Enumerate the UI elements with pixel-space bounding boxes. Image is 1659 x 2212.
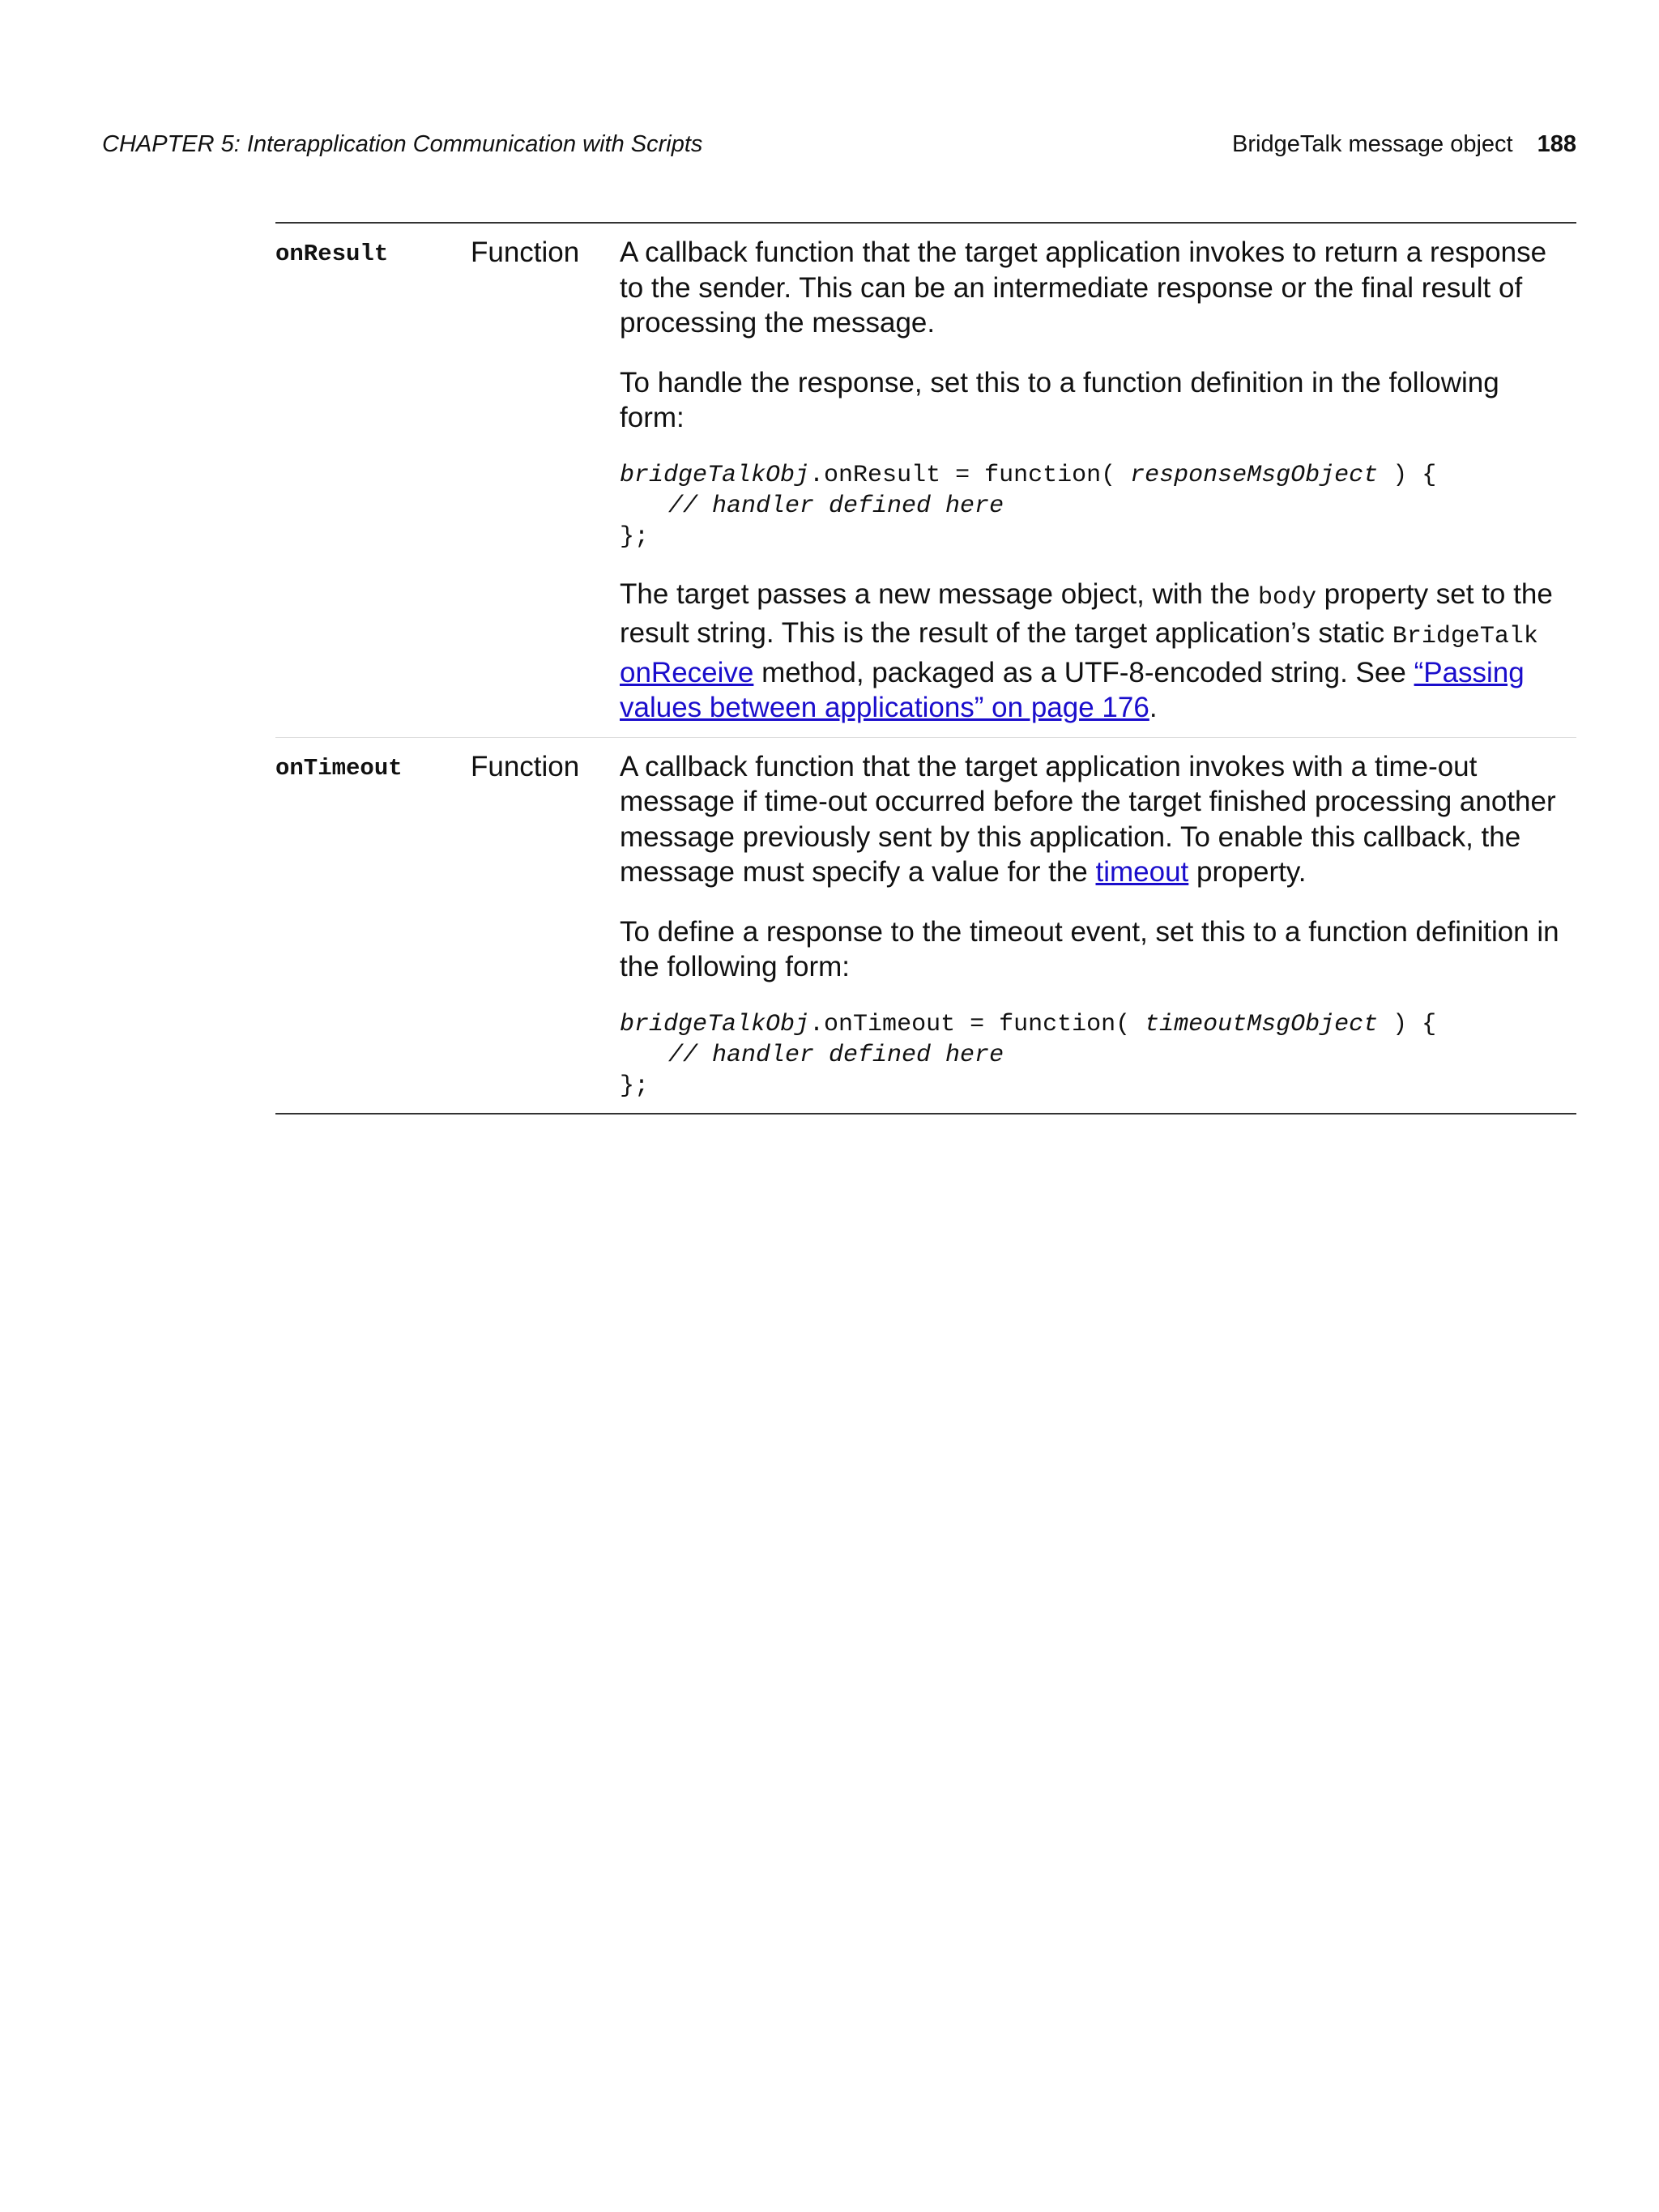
page-header xyxy=(102,128,1576,160)
page-number: 188 xyxy=(1537,131,1576,157)
code-param: responseMsgObject xyxy=(1130,461,1379,489)
text-run: A callback function that the target application invokes with a time-out message if time-out occurred before the target finished processing another message previously sent by this application. To enable this callback, the message must specify a value for the xyxy=(620,750,1556,888)
property-type: Function xyxy=(471,237,580,268)
link-onreceive[interactable]: onReceive xyxy=(620,656,754,688)
description-paragraph: A callback function that the target application invokes to return a response to the sender. This can be an intermediate response or the final result of processing the message. xyxy=(620,237,1547,339)
code-comment: // handler defined here xyxy=(668,492,1004,520)
code-assign: .onTimeout = function( xyxy=(809,1010,1145,1038)
code-comment: // handler defined here xyxy=(668,1041,1004,1069)
code-object: bridgeTalkObj xyxy=(620,1010,810,1038)
code-param: timeoutMsgObject xyxy=(1145,1010,1379,1038)
property-name: onTimeout xyxy=(275,754,403,782)
code-object: bridgeTalkObj xyxy=(620,461,810,489)
code-close: }; xyxy=(620,522,650,551)
text-run: . xyxy=(1149,692,1158,723)
link-passing-values[interactable]: “Passing values between applications” on page 176 xyxy=(620,656,1525,723)
text-run: property. xyxy=(1188,856,1307,888)
code-assign: .onResult = function( xyxy=(809,461,1131,489)
description-paragraph xyxy=(620,577,1562,726)
property-table xyxy=(275,222,1576,1115)
link-timeout[interactable]: timeout xyxy=(1095,856,1189,888)
chapter-prefix: C xyxy=(102,131,119,157)
property-name: onResult xyxy=(275,241,389,267)
code-block xyxy=(620,460,1562,552)
header-right xyxy=(1232,128,1576,160)
property-type: Function xyxy=(471,750,580,782)
description-paragraph: To handle the response, set this to a function definition in the following form: xyxy=(620,366,1499,433)
code-close: }; xyxy=(620,1072,650,1100)
code-block xyxy=(620,1009,1562,1102)
inline-code-body: body xyxy=(1257,583,1316,612)
chapter-small: HAPTER xyxy=(118,131,215,157)
text-run: method, packaged as a UTF-8-encoded string. See xyxy=(753,656,1414,688)
table-row-onresult xyxy=(275,224,1576,737)
text-run: The target passes a new message object, with the xyxy=(620,578,1258,610)
description-paragraph xyxy=(620,749,1562,890)
code-open: ) { xyxy=(1378,461,1437,489)
code-open: ) { xyxy=(1378,1010,1437,1038)
description-paragraph: To define a response to the timeout event, set this to a function definition in the following form: xyxy=(620,915,1559,982)
table-row-ontimeout xyxy=(275,737,1576,1113)
text-run: property set to the result string. This is the result of the target application’s static xyxy=(620,578,1553,649)
chapter-title xyxy=(102,128,702,160)
property-description xyxy=(620,235,1576,726)
property-description xyxy=(620,749,1576,1102)
chapter-rest: 5: Interapplication Communication with Scripts xyxy=(214,131,703,157)
section-title: BridgeTalk message object xyxy=(1232,131,1513,157)
inline-code-bridgetalk: BridgeTalk xyxy=(1392,623,1538,650)
